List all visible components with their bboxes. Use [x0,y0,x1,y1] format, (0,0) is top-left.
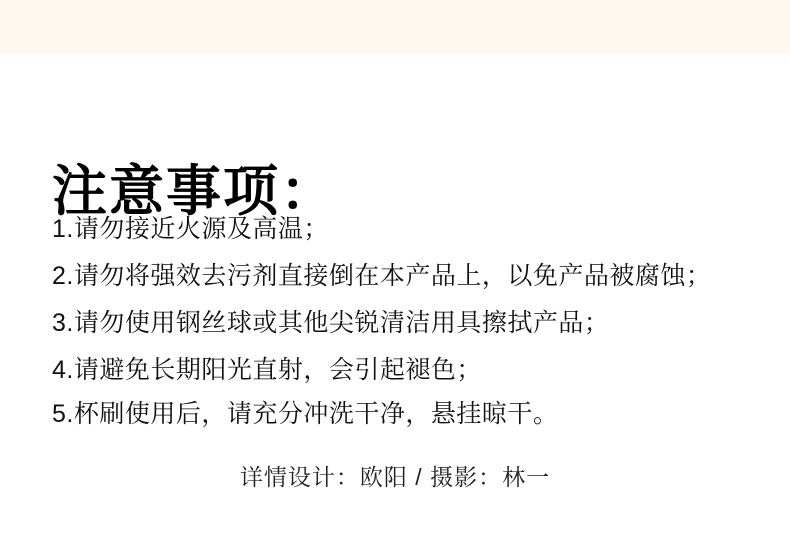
notice-item: 5.杯刷使用后，请充分冲洗干净，悬挂晾干。 [52,400,559,428]
notice-item: 4.请避免长期阳光直射，会引起褪色； [52,356,482,384]
notice-list [52,206,770,434]
notice-item: 1.请勿接近火源及高温； [52,215,329,243]
top-accent-band [0,0,790,54]
page-title: 注意事项： [52,159,338,222]
credit-line: 详情设计：欧阳 / 摄影：林一 [239,464,551,490]
notice-item: 2.请勿将强效去污剂直接倒在本产品上，以免产品被腐蚀； [52,262,712,290]
notice-item: 3.请勿使用钢丝球或其他尖锐清洁用具擦拭产品； [52,309,610,337]
